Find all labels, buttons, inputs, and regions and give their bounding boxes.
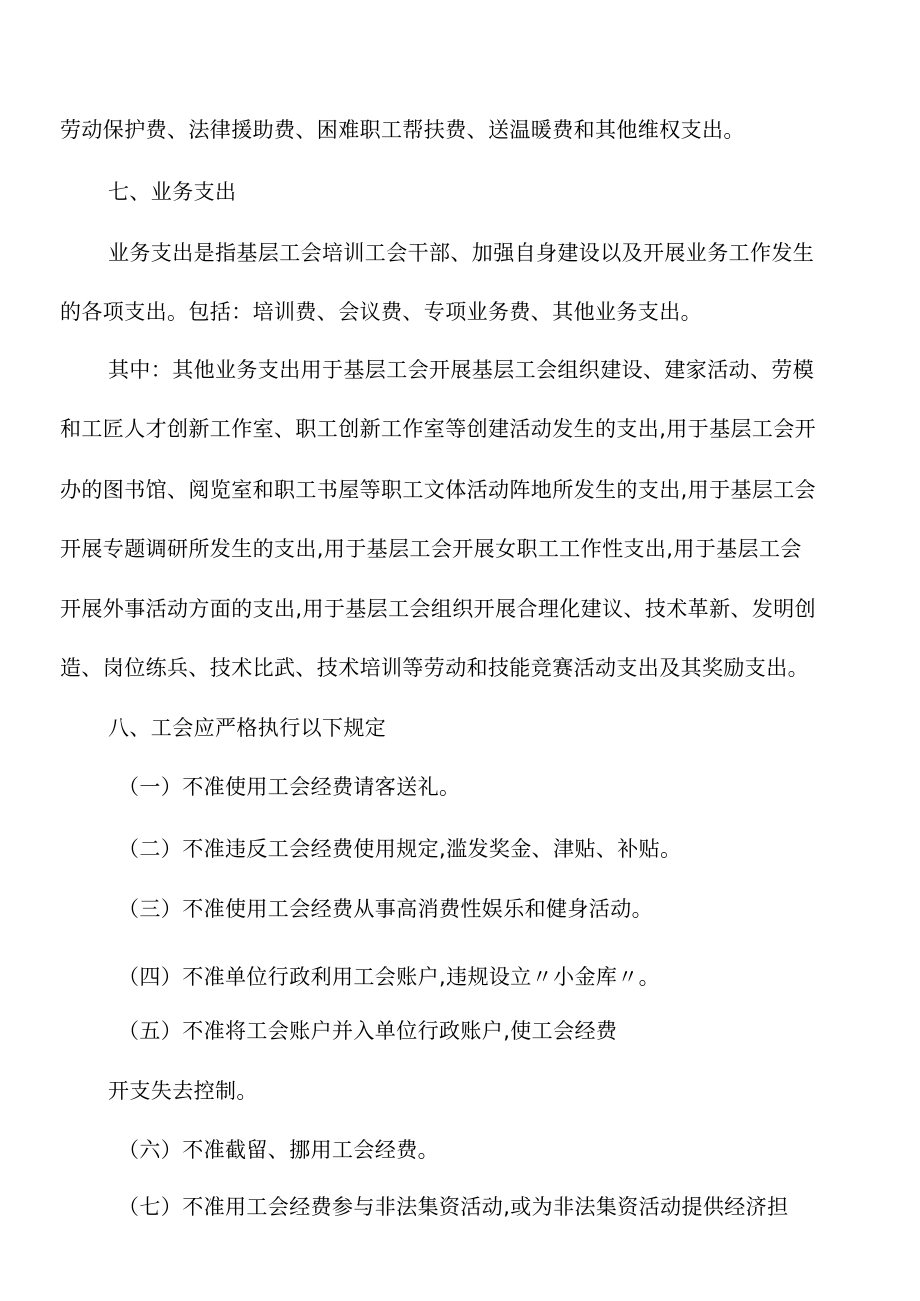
rule-item: （七）不准用工会经费参与非法集资活动,或为非法集资活动提供经济担 bbox=[118, 1195, 789, 1219]
rule-item: （六）不准截留、挪用工会经费。 bbox=[118, 1138, 439, 1162]
rule-item: （三）不准使用工会经费从事高消费性娱乐和健身活动。 bbox=[118, 897, 653, 921]
text-line: 和工匠人才创新工作室、职工创新工作室等创建活动发生的支出,用于基层工会开 bbox=[60, 417, 817, 441]
text-line: 造、岗位练兵、技术比武、技术培训等劳动和技能竞赛活动支出及其奖励支出。 bbox=[60, 656, 809, 680]
text-line: 开支失去控制。 bbox=[108, 1079, 258, 1103]
text-line: 业务支出是指基层工会培训工会干部、加强自身建设以及开展业务工作发生 bbox=[108, 241, 815, 265]
section-heading: 八、工会应严格执行以下规定 bbox=[108, 716, 387, 740]
rule-item: （四）不准单位行政利用工会账户,违规设立〃小金库〃。 bbox=[118, 965, 661, 989]
text-line: 办的图书馆、阅览室和职工书屋等职工文体活动阵地所发生的支出,用于基层工会 bbox=[60, 478, 817, 502]
rule-item: （一）不准使用工会经费请客送礼。 bbox=[118, 775, 461, 799]
rule-item: （五）不准将工会账户并入单位行政账户,使工会经费 bbox=[118, 1019, 618, 1043]
rule-item: （二）不准违反工会经费使用规定,滥发奖金、津贴、补贴。 bbox=[118, 837, 682, 861]
section-heading: 七、业务支出 bbox=[108, 180, 237, 204]
text-line: 其中：其他业务支出用于基层工会开展基层工会组织建设、建家活动、劳模 bbox=[108, 358, 815, 382]
text-line: 开展专题调研所发生的支出,用于基层工会开展女职工工作性支出,用于基层工会 bbox=[60, 537, 802, 561]
text-line: 开展外事活动方面的支出,用于基层工会组织开展合理化建议、技术革新、发明创 bbox=[60, 597, 817, 621]
text-line: 劳动保护费、法律援助费、困难职工帮扶费、送温暖费和其他维权支出。 bbox=[60, 118, 745, 142]
text-line: 的各项支出。包括：培训费、会议费、专项业务费、其他业务支出。 bbox=[60, 300, 702, 324]
